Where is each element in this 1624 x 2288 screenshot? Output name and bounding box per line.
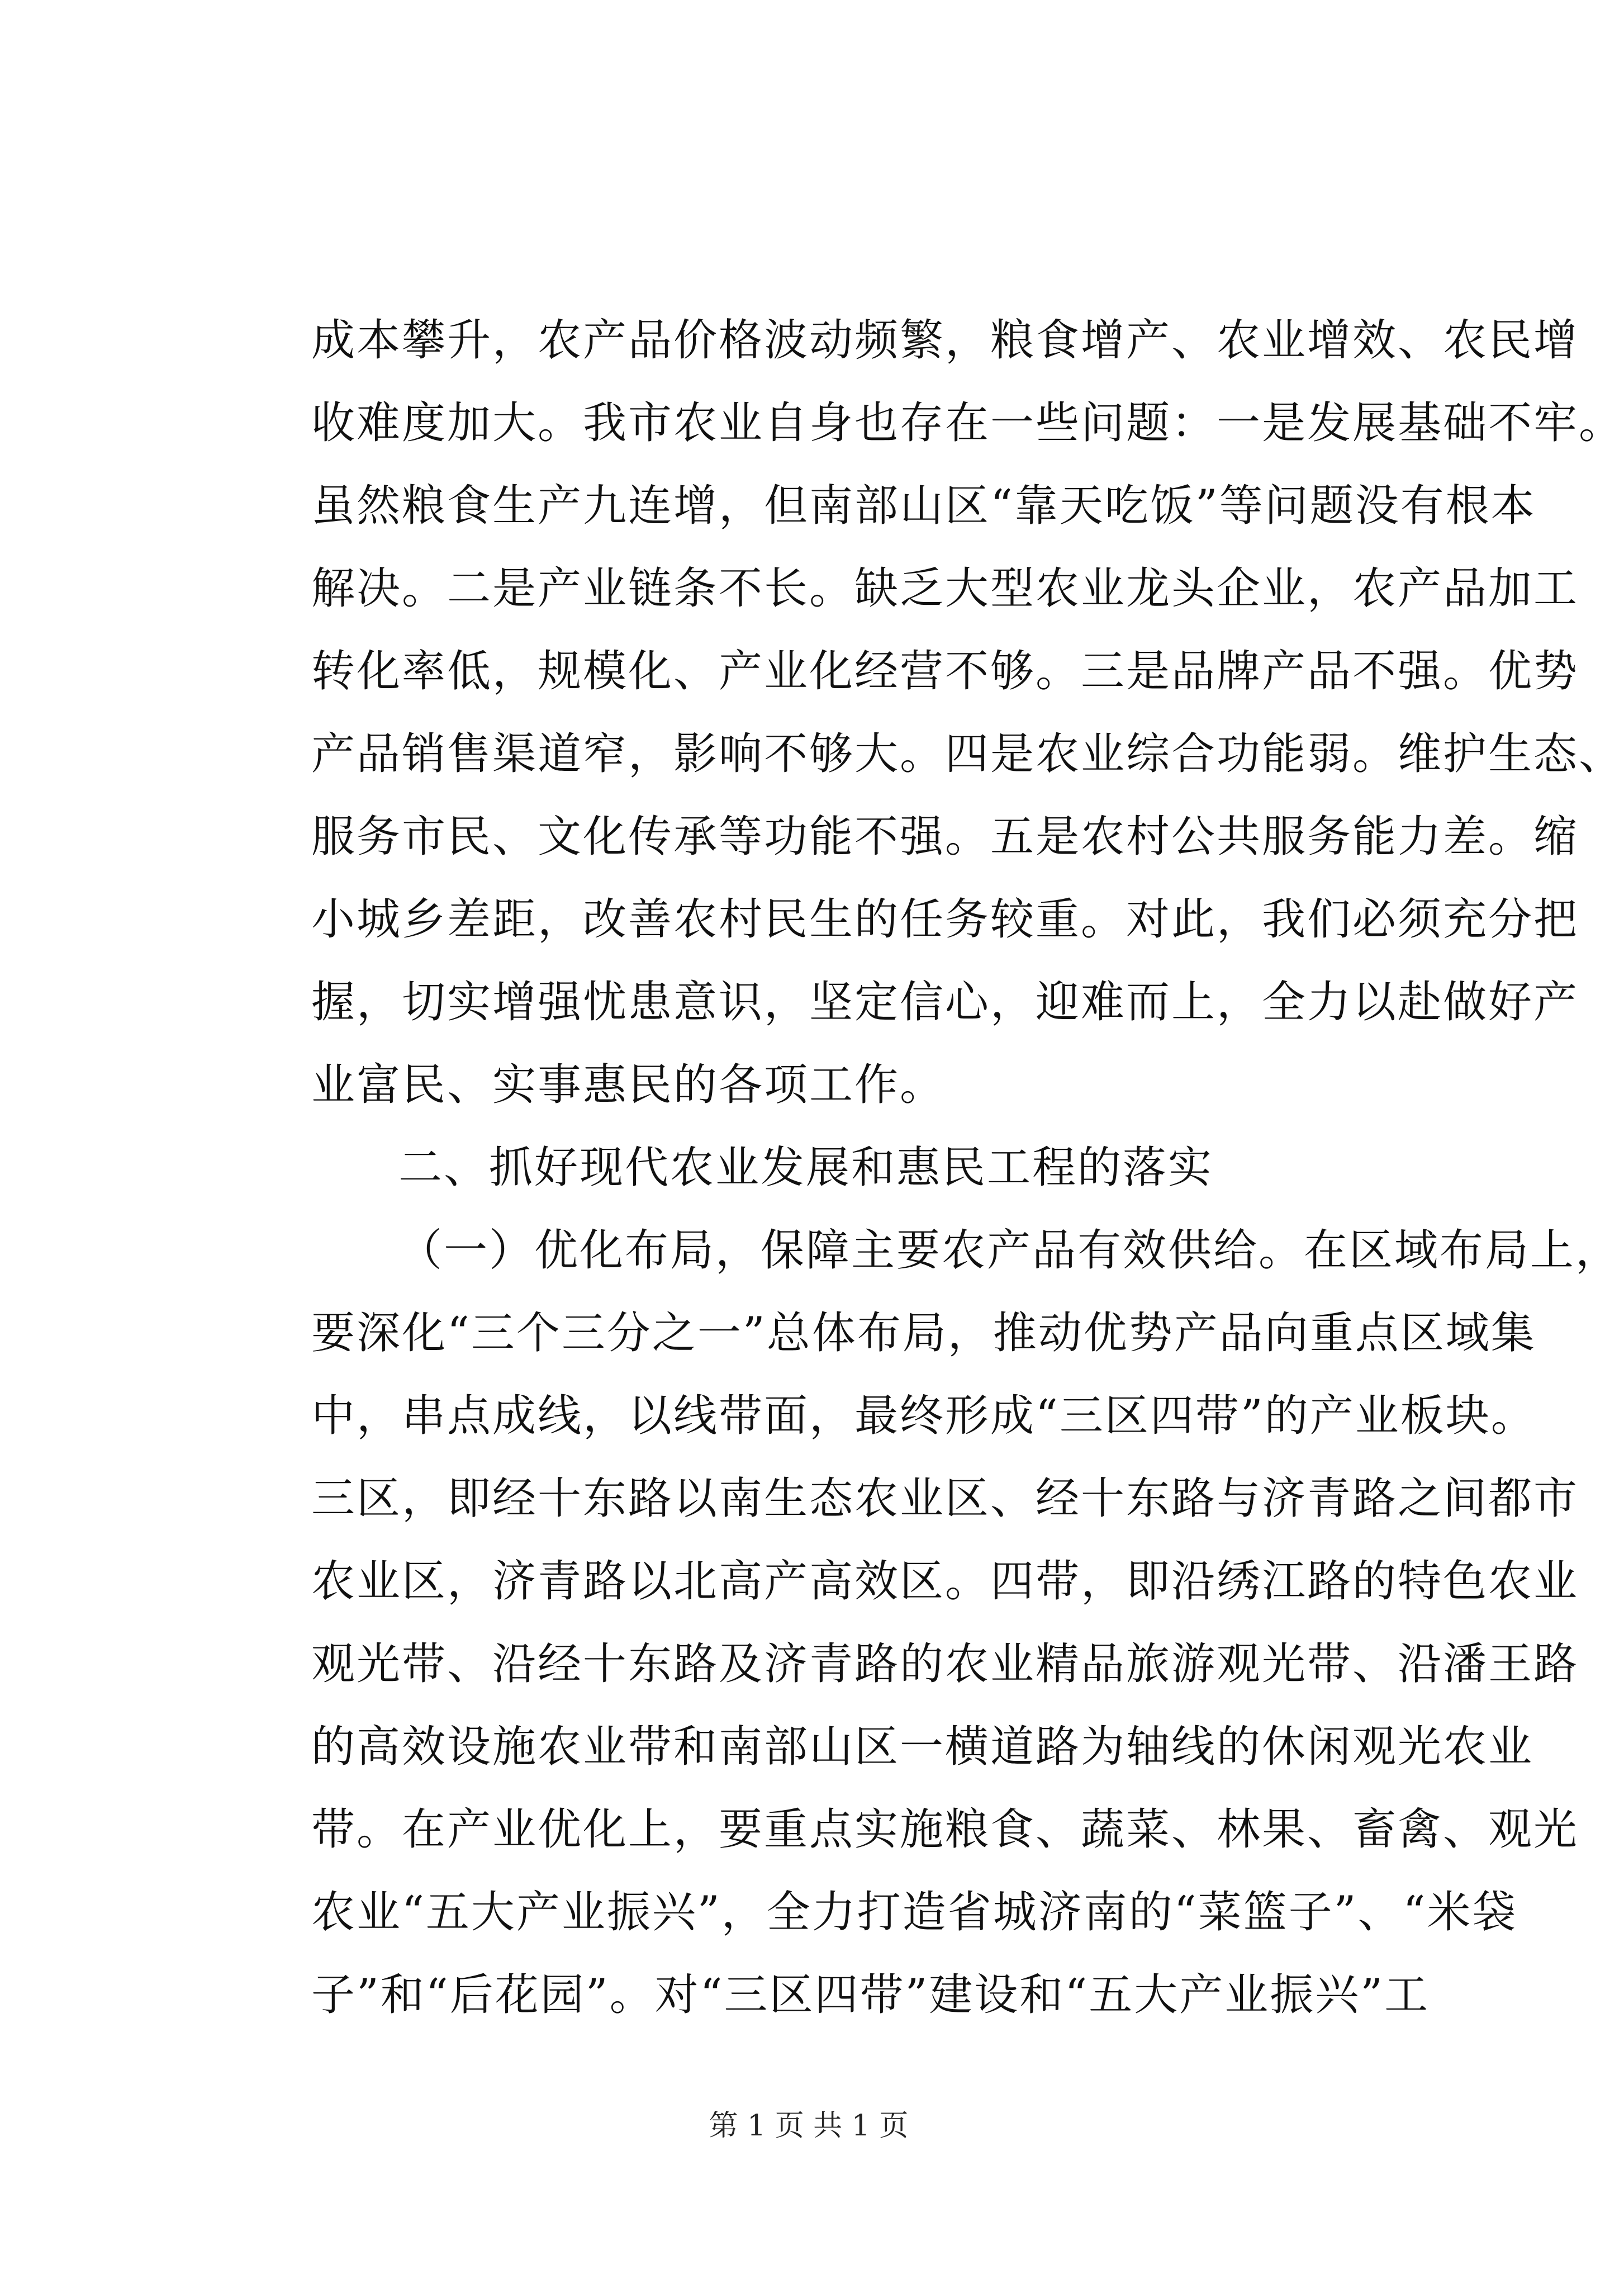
- text-line: 要深化“三个三分之一”总体布局，推动优势产品向重点区域集: [311, 1308, 1536, 1358]
- text-line: 小城乡差距，改善农村民生的任务较重。对此，我们必须充分把: [311, 894, 1579, 945]
- text-line: 解决。二是产业链条不长。缺乏大型农业龙头企业，农产品加工: [311, 563, 1579, 614]
- text-line: 中，串点成线，以线带面，最终形成“三区四带”的产业板块。: [311, 1391, 1536, 1441]
- text-line: （一）优化布局，保障主要农产品有效供给。在区域布局上，: [398, 1225, 1621, 1276]
- text-line: 握，切实增强忧患意识，坚定信心，迎难而上，全力以赴做好产: [311, 977, 1579, 1027]
- text-line: 三区，即经十东路以南生态农业区、经十东路与济青路之间都市: [311, 1474, 1579, 1524]
- text-line: 子”和“后花园”。对“三区四带”建设和“五大产业振兴”工: [311, 1970, 1430, 2020]
- text-line: 成本攀升，农产品价格波动频繁，粮食增产、农业增效、农民增: [311, 315, 1579, 366]
- page-footer: 第 1 页 共 1 页: [709, 2109, 909, 2143]
- document-body: [311, 299, 1624, 2036]
- section-heading: 二、抓好现代农业发展和惠民工程的落实: [398, 1143, 1214, 1193]
- text-line: 带。在产业优化上，要重点实施粮食、蔬菜、林果、畜禽、观光: [311, 1804, 1579, 1855]
- text-line: 虽然粮食生产九连增，但南部山区“靠天吃饭”等问题没有根本: [311, 481, 1536, 531]
- text-line: 农业区，济青路以北高产高效区。四带，即沿绣江路的特色农业: [311, 1556, 1579, 1607]
- text-line: 转化率低，规模化、产业化经营不够。三是品牌产品不强。优势: [311, 646, 1579, 697]
- text-line: 收难度加大。我市农业自身也存在一些问题：一是发展基础不牢。: [311, 398, 1624, 448]
- text-line: 产品销售渠道窄，影响不够大。四是农业综合功能弱。维护生态、: [311, 729, 1624, 779]
- text-line: 服务市民、文化传承等功能不强。五是农村公共服务能力差。缩: [311, 812, 1579, 862]
- text-line: 的高效设施农业带和南部山区一横道路为轴线的休闲观光农业: [311, 1722, 1534, 1772]
- text-line: 农业“五大产业振兴”，全力打造省城济南的“菜篮子”、“米袋: [311, 1887, 1518, 1938]
- text-line: 观光带、沿经十东路及济青路的农业精品旅游观光带、沿潘王路: [311, 1639, 1579, 1689]
- text-line: 业富民、实事惠民的各项工作。: [311, 1060, 946, 1110]
